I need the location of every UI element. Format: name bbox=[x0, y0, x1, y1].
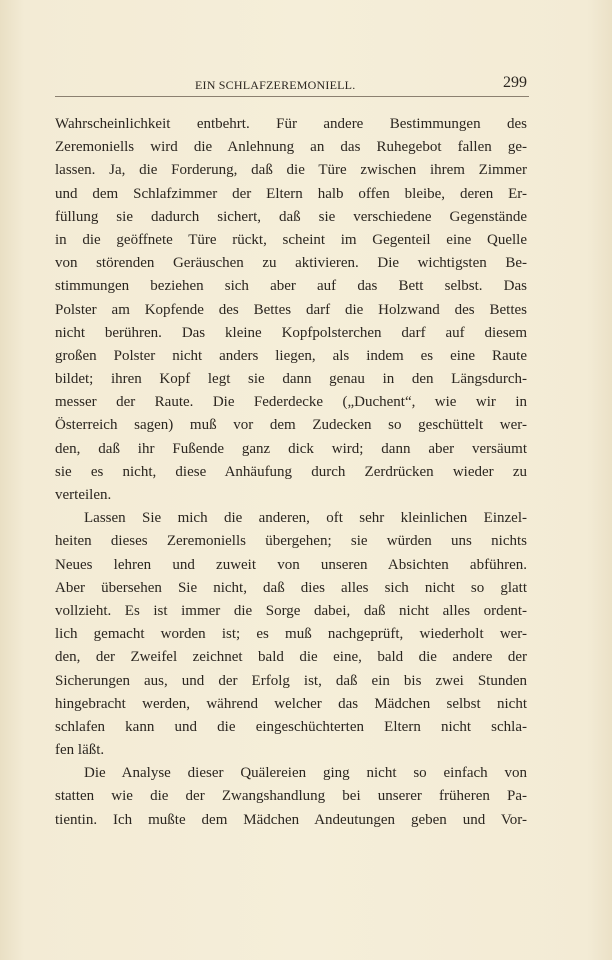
text-line: großen Polster nicht anders liegen, als indem es eine Raute bbox=[55, 347, 527, 364]
text-line: bildet; ihren Kopf legt sie dann genau in den Längsdurch- bbox=[55, 371, 527, 388]
text-line: lich gemacht worden ist; es muß nachgeprüft, wiederholt wer- bbox=[55, 626, 527, 643]
text-line: heiten dieses Zeremoniells übergehen; sie würden uns nichts bbox=[55, 533, 527, 550]
text-line: den, der Zweifel zeichnet bald die eine, bald die andere der bbox=[55, 649, 527, 666]
header-rule bbox=[55, 96, 529, 97]
text-line: statten wie die der Zwangshandlung bei unserer früheren Pa- bbox=[55, 788, 527, 805]
text-line: tientin. Ich mußte dem Mädchen Andeutungen geben und Vor- bbox=[55, 811, 527, 828]
text-line: Die Analyse dieser Quälereien ging nicht so einfach von bbox=[84, 765, 527, 782]
body-text bbox=[55, 113, 527, 832]
text-line: sie es nicht, diese Anhäufung durch Zerdrücken wieder zu bbox=[55, 463, 527, 480]
running-header bbox=[55, 74, 527, 96]
running-title: EIN SCHLAFZEREMONIELL. bbox=[195, 78, 356, 92]
text-line: und dem Schlafzimmer der Eltern halb offen bleibe, deren Er- bbox=[55, 185, 527, 202]
text-line: Österreich sagen) muß vor dem Zudecken so geschüttelt wer- bbox=[55, 417, 527, 434]
text-line: fen läßt. bbox=[55, 742, 105, 759]
text-line: in die geöffnete Türe rückt, scheint im Gegenteil eine Quelle bbox=[55, 231, 527, 248]
text-line: schlafen kann und die eingeschüchterten Eltern nicht schla- bbox=[55, 718, 527, 735]
text-line: Polster am Kopfende des Bettes darf die Holzwand des Bettes bbox=[55, 301, 527, 318]
text-line: hingebracht werden, während welcher das Mädchen selbst nicht bbox=[55, 695, 527, 712]
text-line: Zeremoniells wird die Anlehnung an das Ruhegebot fallen ge- bbox=[55, 139, 527, 156]
text-line: Lassen Sie mich die anderen, oft sehr kleinlichen Einzel- bbox=[84, 510, 527, 527]
text-line: messer der Raute. Die Federdecke („Duchent“, wie wir in bbox=[55, 394, 527, 411]
text-line: vollzieht. Es ist immer die Sorge dabei, daß nicht alles ordent- bbox=[55, 602, 527, 619]
text-line: Aber übersehen Sie nicht, daß dies alles sich nicht so glatt bbox=[55, 579, 527, 596]
text-line: lassen. Ja, die Forderung, daß die Türe zwischen ihrem Zimmer bbox=[55, 162, 527, 179]
text-line: den, daß ihr Fußende ganz dick wird; dann aber versäumt bbox=[55, 440, 527, 457]
text-line: verteilen. bbox=[55, 487, 112, 503]
page-number: 299 bbox=[503, 74, 527, 91]
text-line: Neues lehren und zuweit von unseren Absichten abführen. bbox=[55, 556, 527, 573]
text-line: Wahrscheinlichkeit entbehrt. Für andere Bestimmungen des bbox=[55, 116, 527, 132]
text-line: von störenden Geräuschen zu aktivieren. Die wichtigsten Be- bbox=[55, 255, 527, 272]
text-line: Sicherungen aus, und der Erfolg ist, daß ein bis zwei Stunden bbox=[55, 672, 527, 689]
text-line: stimmungen beziehen sich aber auf das Bett selbst. Das bbox=[55, 278, 527, 295]
text-line: füllung sie dadurch sichert, daß sie verschiedene Gegenstände bbox=[55, 208, 527, 225]
text-line: nicht berühren. Das kleine Kopfpolsterchen darf auf diesem bbox=[55, 324, 527, 341]
